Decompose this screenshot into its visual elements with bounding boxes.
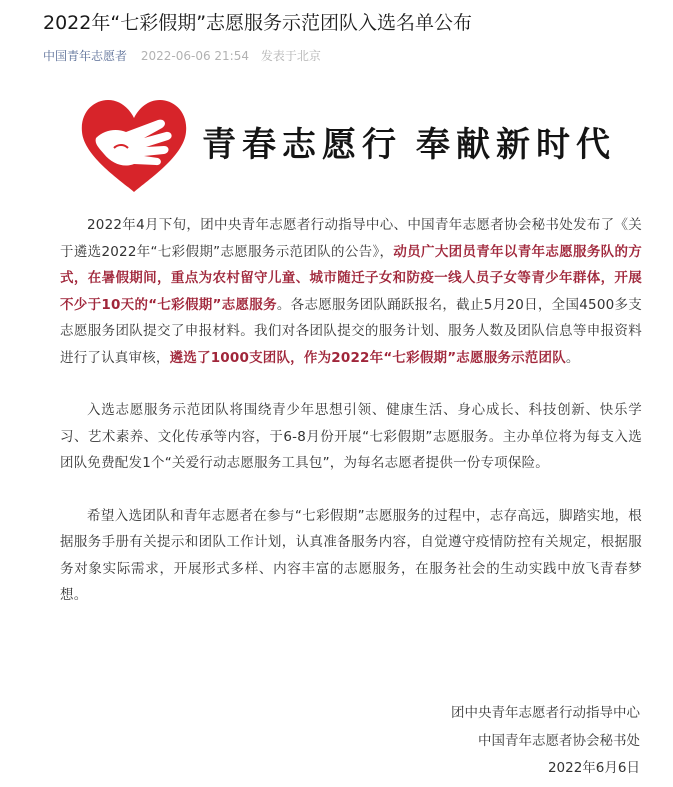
article-body xyxy=(60,212,642,635)
publish-time: 2022-06-06 21:54 xyxy=(140,49,249,63)
signature-org-2: 中国青年志愿者协会秘书处 xyxy=(478,732,640,749)
paragraph-3: 希望入选团队和青年志愿者在参与“七彩假期”志愿服务的过程中，志存高远，脚踏实地，根据服务手册有关提示和团队工作计划，认真准备服务内容，自觉遵守疫情防控有关规定，根据服务对象实际需求，开展形式多样、内容丰富的志愿服务，在服务社会的生动实践中放飞青春梦想。 xyxy=(60,507,642,603)
publish-location: 发表于北京 xyxy=(260,49,321,63)
volunteer-heart-hand-logo-icon xyxy=(74,94,194,198)
paragraph-1-highlight-b: 遴选了1000支团队，作为2022年“七彩假期”志愿服务示范团队 xyxy=(169,349,566,366)
banner-slogan xyxy=(202,120,616,170)
banner-slogan-part1: 青春志愿行 xyxy=(202,125,402,165)
paragraph-1-highlight-a: 动员广大团员青年以青年志愿服务队的方式，在暑假期间，重点为农村留守儿童、城市随迁子女和防疫一线人员子女等青少年群体，开展不少于10天的“七彩假期”志愿服务 xyxy=(60,243,642,313)
paragraph-1-text-a: 2022年4月下旬，团中央青年志愿者行动指导中心、中国青年志愿者协会秘书处发布了《关于遴选2022年“七彩假期”志愿服务示范团队的公告》， xyxy=(60,217,642,260)
signature-date: 2022年6月6日 xyxy=(547,760,640,776)
banner-image xyxy=(74,94,646,198)
paragraph-1-text-c: 。 xyxy=(565,349,580,366)
signature-block xyxy=(451,700,640,783)
paragraph-2: 入选志愿服务示范团队将围绕青少年思想引领、健康生活、身心成长、科技创新、快乐学习、艺术素养、文化传承等内容，于6-8月份开展“七彩假期”志愿服务。主办单位将为每支入选团队免费配发1个“关爱行动志愿服务工具包”，为每名志愿者提供一份专项保险。 xyxy=(60,402,642,471)
account-name-link[interactable]: 中国青年志愿者 xyxy=(43,49,128,63)
paragraph-1-text-b: 。各志愿服务团队踊跃报名，截止5月20日，全国4500多支志愿服务团队提交了申报材料。我们对各团队提交的服务计划、服务人数及团队信息等申报资料进行了认真审核， xyxy=(60,296,642,366)
article-meta xyxy=(43,47,321,65)
signature-org-1: 团中央青年志愿者行动指导中心 xyxy=(451,705,640,721)
paragraph-1 xyxy=(60,212,642,371)
banner-slogan-part2: 奉献新时代 xyxy=(416,125,616,165)
article-title: 2022年“七彩假期”志愿服务示范团队入选名单公布 xyxy=(43,12,473,34)
